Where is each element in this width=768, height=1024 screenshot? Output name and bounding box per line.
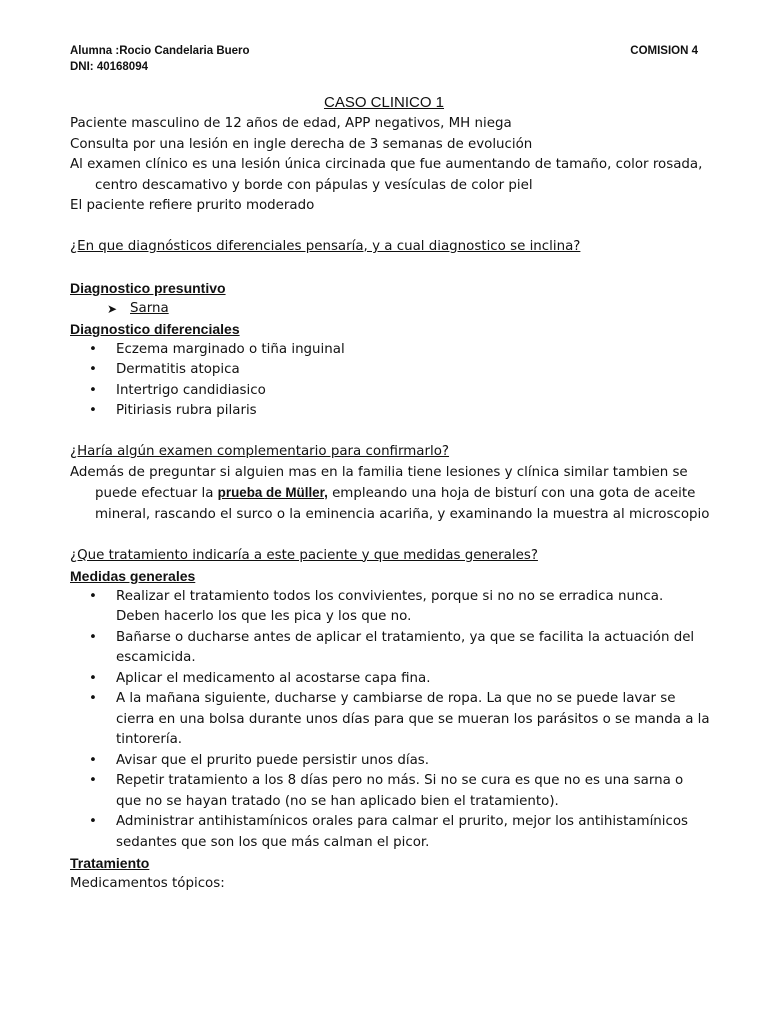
exam-paragraph bbox=[70, 463, 710, 526]
treatment-heading: Tratamiento bbox=[70, 855, 150, 871]
treatment-line: Medicamentos tópicos: bbox=[70, 875, 225, 891]
measures-heading: Medidas generales bbox=[70, 568, 196, 584]
commission-label: COMISION 4 bbox=[630, 45, 698, 57]
page-title: CASO CLINICO 1 bbox=[323, 94, 445, 111]
student-dni: DNI: 40168094 bbox=[70, 61, 148, 73]
list-item: • Eczema marginado o tiña inguinal bbox=[70, 340, 710, 361]
list-item: • Administrar antihistamínicos orales para calmar el prurito, mejor los antihistamínicos sedantes que son los que más calman el picor. bbox=[70, 812, 710, 853]
presumptive-heading: Diagnostico presuntivo bbox=[70, 280, 226, 296]
document-body bbox=[70, 114, 710, 894]
presumptive-label: Sarna bbox=[130, 300, 169, 316]
list-item: • Pitiriasis rubra pilaris bbox=[70, 401, 710, 422]
case-line: Al examen clínico es una lesión única circinada que fue aumentando de tamaño, color rosada, centro descamativo y borde con pápulas y vesículas de color piel bbox=[70, 157, 703, 193]
arrow-bullet-icon: ➤ bbox=[107, 301, 118, 316]
measures-list bbox=[70, 587, 710, 854]
list-item: • Realizar el tratamiento todos los convivientes, porque si no no se erradica nunca. Deben hacerlo los que les pica y los que no. bbox=[70, 587, 710, 628]
question-differentials: ¿En que diagnósticos diferenciales pensaría, y a cual diagnostico se inclina? bbox=[70, 239, 581, 254]
list-item: • Dermatitis atopica bbox=[70, 360, 710, 381]
exam-highlight: prueba de Müller, bbox=[217, 485, 328, 500]
question-treatment: ¿Que tratamiento indicaría a este paciente y que medidas generales? bbox=[70, 547, 538, 563]
list-item: • Aplicar el medicamento al acostarse capa fina. bbox=[70, 669, 710, 690]
differentials-heading: Diagnostico diferenciales bbox=[70, 321, 240, 337]
case-line: Paciente masculino de 12 años de edad, APP negativos, MH niega bbox=[70, 116, 512, 131]
list-item: • Intertrigo candidiasico bbox=[70, 381, 710, 402]
student-name: Alumna :Rocio Candelaria Buero bbox=[70, 45, 250, 57]
list-item: • Bañarse o ducharse antes de aplicar el tratamiento, ya que se facilita la actuación del escamicida. bbox=[70, 628, 710, 669]
exam-text-before: Además de preguntar si alguien mas en la familia tiene lesiones y clínica similar tambien se puede efectuar la bbox=[70, 464, 688, 501]
case-line: El paciente refiere prurito moderado bbox=[70, 198, 315, 213]
list-item: • Repetir tratamiento a los 8 días pero no más. Si no se cura es que no es una sarna o que no se hayan tratado (no se han aplicado bien el tratamiento). bbox=[70, 771, 710, 812]
list-item: • A la mañana siguiente, ducharse y cambiarse de ropa. La que no se puede lavar se cierra en una bolsa durante unos días para que se mueran los parásitos o se manda a la tintorería. bbox=[70, 689, 710, 751]
presumptive-item bbox=[70, 299, 710, 320]
list-item: • Avisar que el prurito puede persistir unos días. bbox=[70, 751, 710, 772]
differentials-list bbox=[70, 340, 710, 422]
question-exam: ¿Haría algún examen complementario para confirmarlo? bbox=[70, 444, 450, 459]
exam-text-after: empleando una hoja de bisturí con una gota de aceite mineral, rascando el surco o la eminencia acariña, y examinando la muestra al microscopio bbox=[95, 486, 710, 522]
case-line: Consulta por una lesión en ingle derecha de 3 semanas de evolución bbox=[70, 136, 533, 152]
